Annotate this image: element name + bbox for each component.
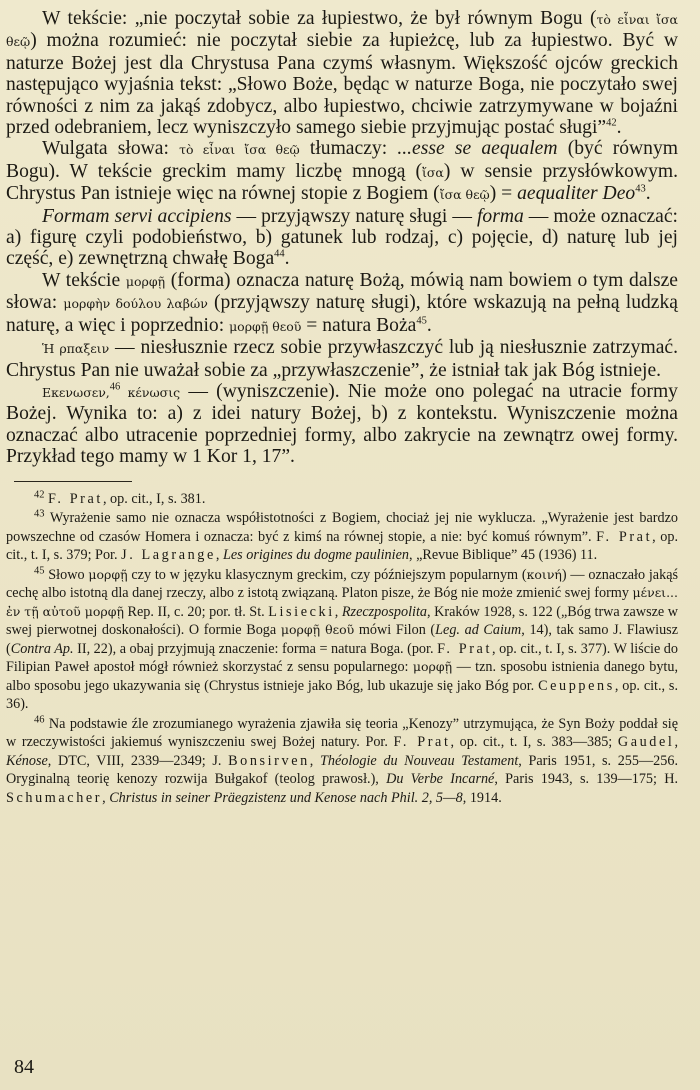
greek-phrase: κοινή [526,566,562,582]
greek-phrase: Εκενωσεν, [42,384,110,400]
greek-phrase: μένει... ἐν τῇ αὐτοῦ μορφῇ [6,585,678,619]
footnote-42 [6,490,678,509]
paragraph-1 [6,8,678,138]
text: , Paris 1943, s. 139—175; H. [494,771,678,788]
text: , op. cit., t. I, s. 377). W liście do Filipian Paweł apostoł mógł również skorzystać z sensu popularnego: [6,640,678,676]
latin-phrase: ...esse se aequalem [397,138,558,160]
author-name: F. Prat [48,490,103,507]
author-name: Lisiecki [268,603,335,620]
paragraph-4 [6,270,678,337]
greek-phrase: ἴσα [422,164,444,180]
text: Na podstawie źle zrozumianego wyrażenia zjawiła się teoria „Kenozy” utrzymująca, że Syn Boży poddał się w rzeczywistości jakiemuś wyniszczeniu swej Bożej natury. Por. [6,715,678,751]
text: — tzn. sposobu istnienia danego bytu, albo sposobu jego ukazywania się (Chrystus istnieje jako Bóg, lub ukazuje się jako Bóg por. [6,659,678,694]
text: — przyjąwszy naturę sługi — [231,205,477,227]
text: (być równym Bogu). W tekście greckim mamy liczbę mnogą ( [6,138,679,182]
text: , 14), tak samo J. Flawiusz ( [6,622,678,657]
author-name: Bonsirven [228,752,310,769]
text: ) = [489,183,518,205]
footnote-ref[interactable]: 43 [635,183,646,195]
footnote-ref[interactable]: 44 [274,248,285,260]
work-title: Contra Ap. [10,640,74,657]
paragraph-3 [6,206,678,270]
text: — (wyniszczenie). Nie może ono polegać na utracie formy Bożej. Wynika to: a) z idei natury Bożej, b) z kontekstu. Wyniszczenie można oznaczać albo utracenie poprzedniej formy, albo zakrycie na zewnątrz owej formy. Przykład tego mamy w 1 Kor 1, 17”. [6,380,678,468]
greek-phrase: μορφῇ θεοῦ [229,318,302,334]
text: . [616,117,622,139]
text: , [102,789,110,806]
footnote-ref[interactable]: 42 [606,117,617,129]
author-name: J. Lagrange [121,547,216,564]
footnote-number: 42 [34,488,45,500]
text: (forma) oznacza naturę Bożą, mówią nam bowiem o tym dalsze słowa: [6,269,678,314]
greek-phrase: μορφῇ [88,566,128,582]
text: , DTC, VIII, 2339—2349; J. [47,752,229,769]
text: ) — oznaczało jakąś cechę albo istotną dla danej rzeczy, albo z istotą związaną. Platon pisze, że Bóg nie może zmienić swej formy [6,566,679,602]
greek-phrase: ἴσα θεῷ [439,187,490,203]
text: ) w sensie przysłówkowym. Chrystus Pan istnieje więc na równej stopie z Bogiem ( [6,160,679,205]
paragraph-6 [6,381,678,468]
text: , [334,603,342,620]
work-title: Théologie du Nouveau Testament [319,752,519,769]
footnote-number: 45 [34,564,45,576]
text: II, 22), a obaj przyjmują znaczenie: forma = natura Boga. (por. [73,640,438,657]
latin-phrase: forma [476,205,524,227]
text: , [309,752,320,769]
greek-phrase: μορφῇ [412,659,453,675]
author-name: F. Prat [393,734,451,751]
author-name: F. Prat [596,528,653,545]
greek-phrase: Ἡ ρπαξειν [42,341,110,357]
greek-phrase: μορφῇ [125,273,166,289]
greek-phrase: τὸ εἶναι ἴσα θεῷ [6,12,678,50]
text: , op. cit., t. I, s. 383—385; [450,734,618,751]
footnotes [6,490,678,808]
text: ) można rozumieć: nie poczytał siebie za łupieżcę, lub za łupiestwo. Być w naturze Bożej jest dla Chrystusa Pana czymś własnym. Większość ojców greckich następująco wyjaśnia tekst: „Słowo Boże, będąc w naturze Boga, nie poczytało swej równości z nim za jakąś zdobycz, albo łupiestwo, chciwie zatrzymywane w bojaźni przed odebraniem, lecz wyniszczyło samego siebie przyjmując postać sługi” [6,30,678,139]
footnote-46 [6,715,678,808]
paragraph-5 [6,337,678,381]
text: mówi Filon ( [354,622,436,639]
text: , „Revue Biblique” 45 (1936) 11. [408,547,598,564]
work-title: Christus in seiner Präegzistenz und Kenose nach Phil. 2, 5—8 [109,789,463,806]
text: , 1914. [462,789,502,806]
text: Wulgata słowa: [42,138,180,160]
text: czy to w języku klasycznym greckim, czy późniejszym popularnym ( [127,566,527,583]
author-name: Ceuppens [538,677,615,694]
greek-phrase: μορφὴν δούλου λαβών [63,296,208,312]
footnote-number: 46 [34,713,45,725]
page-number: 84 [14,1056,34,1078]
text: , [674,734,678,751]
work-title: Kénose [6,752,48,769]
latin-phrase: Formam servi accipiens [42,205,232,227]
text: = natura Boża [301,314,417,336]
text: , op. cit., t. I, s. 379; Por. [6,528,678,564]
greek-phrase: μορφῇ θεοῦ [280,622,355,638]
text: , op. cit., s. 36). [6,677,678,713]
footnote-separator [14,481,132,482]
text: Wyrażenie samo nie oznacza współistotności z Bogiem, chociaż jej nie wyklucza. „Wyrażenie jest bardzo powszechne od czasów Homera i oznacza: być z kimś na równej stopie, a nie: być komuś równym”. [6,510,678,545]
paragraph-2 [6,138,678,205]
author-name: Gaudel [617,734,675,751]
text: , op. cit., I, s. 381. [102,490,206,507]
text: W tekście: „nie poczytał sobie za łupiestwo, że był równym Bogu ( [42,8,597,29]
author-name: F. Prat [437,640,492,657]
text: . [426,314,432,336]
work-title: Les origines du dogme paulinien [222,547,409,564]
latin-phrase: aequaliter Deo [517,183,636,205]
work-title: Du Verbe Incarné [386,771,495,788]
text: Słowo [48,566,89,583]
greek-phrase: τὸ εἶναι ἴσα θεῷ [179,142,300,158]
text: , [215,547,223,564]
text: — niesłusznie rzecz sobie przywłaszczyć lub ją niesłusznie zatrzymać. Chrystus Pan nie uważał sobie za „przywłaszczenie”, że istniał tak jak Bóg istnieje. [6,337,678,381]
footnote-ref[interactable]: 46 [109,381,121,393]
text: Rep. II, c. 20; por. tł. St. [123,603,269,620]
text: . [645,183,651,205]
text: tłumaczy: [299,138,398,160]
greek-phrase: κένωσις [120,384,181,400]
footnote-45 [6,566,678,714]
text: — może oznaczać: a) figurę czyli podobieństwo, b) gatunek lub rodzaj, c) pojęcie, d) naturę lub jej część, e) zewnętrzną chwałę Boga [6,205,678,270]
text: , Kraków 1928, s. 122 („Bóg trwa zawsze w swej pierwotnej doskonałości). O formie Boga [6,603,679,639]
footnote-43 [6,509,678,565]
work-title: Leg. ad Caium [435,622,522,639]
footnote-number: 43 [34,508,45,520]
text: , Paris 1951, s. 255—256. Oryginalną teorię kenozy rozwija Bułgakof (teolog prawosł.), [6,752,678,788]
author-name: Schumacher [6,789,103,806]
text: . [284,248,290,270]
footnote-ref[interactable]: 45 [416,315,427,327]
work-title: Rzeczpospolita [341,603,427,620]
text: (przyjąwszy naturę sługi), które wskazują na pełną ludzką naturę, a więc i poprzednio: [6,292,678,336]
main-text [6,8,678,468]
text: W tekście [42,269,126,291]
